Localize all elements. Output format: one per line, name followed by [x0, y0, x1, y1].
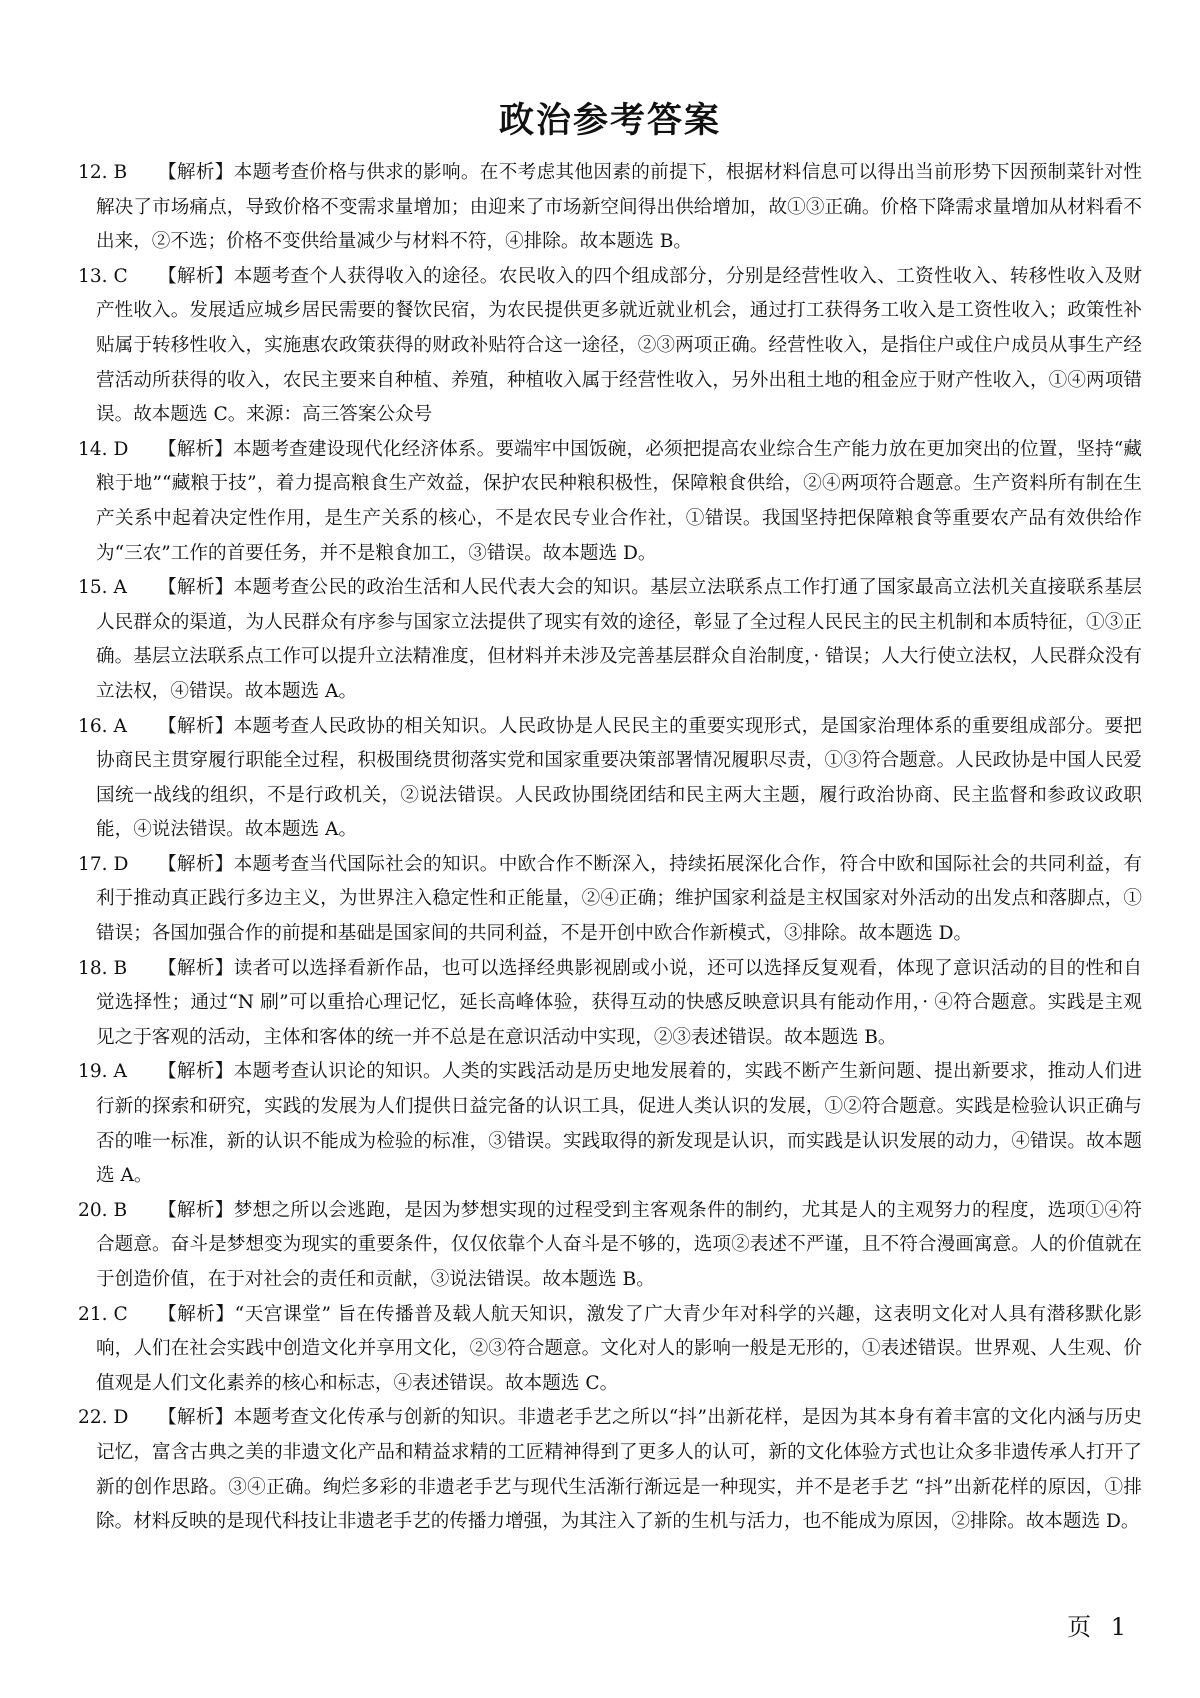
answer-item: [78, 710, 1142, 848]
answer-explanation: 【解析】本题考查价格与供求的影响。在不考虑其他因素的前提下，根据材料信息可以得出当前形势下因预制菜针对性解决了市场痛点，导致价格不变需求量增加；由迎来了市场新空间得出供给增加，故①③正确。价格下降需求量增加从材料看不出来，②不选；价格不变供给量减少与材料不符，④排除。故本题选 B。: [96, 162, 1142, 253]
page-number: 页 1: [1067, 1613, 1132, 1641]
answer-explanation: 【解析】“天宫课堂” 旨在传播普及载人航天知识，激发了广大青少年对科学的兴趣，这表明文化对人具有潜移默化影响，人们在社会实践中创造文化并享用文化，②③符合题意。文化对人的影响一般是无形的，①表述错误。世界观、人生观、价值观是人们文化素养的核心和标志，④表述错误。故本题选 C。: [96, 1303, 1142, 1394]
answer-number: 17. D: [78, 853, 129, 875]
answer-item: [78, 1194, 1142, 1298]
answer-number: 12. B: [78, 162, 128, 183]
answer-item: [78, 1401, 1142, 1539]
answer-item: [78, 952, 1142, 1056]
answer-number: 19. A: [78, 1061, 127, 1083]
answer-number: 22. D: [78, 1407, 129, 1429]
answer-explanation: 【解析】本题考查认识论的知识。人类的实践活动是历史地发展着的，实践不断产生新问题、提出新要求，推动人们进行新的探索和研究，实践的发展为人们提供日益完备的认识工具，促进人类认识的发展，①②符合题意。实践是检验认识正确与否的唯一标准，新的认识不能成为检验的标准，③错误。实践取得的新发现是认识，而实践是认识发展的动力，④错误。故本题选 A。: [96, 1061, 1142, 1187]
answer-number: 21. C: [78, 1303, 128, 1325]
answer-number: 13. C: [78, 265, 128, 287]
answer-number: 20. B: [78, 1199, 128, 1221]
answer-item: [78, 156, 1142, 260]
answer-explanation: 【解析】本题考查建设现代化经济体系。要端牢中国饭碗，必须把提高农业综合生产能力放在更加突出的位置，坚持“藏粮于地”“藏粮于技”，着力提高粮食生产效益，保护农民种粮积极性，保障粮食供给，②④两项符合题意。生产资料所有制在生产关系中起着决定性作用，是生产关系的核心，不是农民专业合作社，①错误。我国坚持把保障粮食等重要农产品有效供给作为“三农”工作的首要任务，并不是粮食加工，③错误。故本题选 D。: [96, 438, 1142, 564]
page-title: 政治参考答案: [498, 100, 721, 141]
answer-list: [78, 156, 1142, 1540]
answer-item: [78, 571, 1142, 709]
answer-explanation: 【解析】本题考查公民的政治生活和人民代表大会的知识。基层立法联系点工作打通了国家最高立法机关直接联系基层人民群众的渠道，为人民群众有序参与国家立法提供了现实有效的途径，彰显了全过程人民民主的民主机制和本质特征，①③正确。基层立法联系点工作可以提升立法精准度，但材料并未涉及完善基层群众自治制度，· 错误；人大行使立法权，人民群众没有立法权，④错误。故本题选 A。: [96, 577, 1142, 702]
answer-number: 15. A: [78, 577, 127, 599]
answer-item: [78, 433, 1142, 571]
answer-item: [78, 1055, 1142, 1193]
answer-number: 18. B: [78, 957, 128, 979]
answer-explanation: 【解析】本题考查文化传承与创新的知识。非遗老手艺之所以“抖”出新花样，是因为其本身有着丰富的文化内涵与历史记忆，富含古典之美的非遗文化产品和精益求精的工匠精神得到了更多人的认可，新的文化体验方式也让众多非遗传承人打开了新的创作思路。③④正确。绚烂多彩的非遗老手艺与现代生活渐行渐远是一种现实，并不是老手艺 “抖”出新花样的原因，①排除。材料反映的是现代科技让非遗老手艺的传播力增强，为其注入了新的生机与活力，也不能成为原因，②排除。故本题选 D。: [96, 1407, 1142, 1533]
answer-number: 16. A: [78, 715, 127, 737]
answer-item: [78, 1298, 1142, 1402]
answer-explanation: 【解析】梦想之所以会逃跑，是因为梦想实现的过程受到主客观条件的制约，尤其是人的主观努力的程度，选项①④符合题意。奋斗是梦想变为现实的重要条件，仅仅依靠个人奋斗是不够的，选项②表述不严谨，且不符合漫画寓意。人的价值就在于创造价值，在于对社会的责任和贡献，③说法错误。故本题选 B。: [96, 1199, 1142, 1290]
answer-number: 14. D: [78, 438, 129, 460]
answer-explanation: 【解析】本题考查人民政协的相关知识。人民政协是人民民主的重要实现形式，是国家治理体系的重要组成部分。要把协商民主贯穿履行职能全过程，积极围绕贯彻落实党和国家重要决策部署情况履职尽责，①③符合题意。人民政协是中国人民爱国统一战线的组织，不是行政机关，②说法错误。人民政协围绕团结和民主两大主题，履行政治协商、民主监督和参政议政职能，④说法错误。故本题选 A。: [96, 715, 1142, 841]
answer-explanation: 【解析】本题考查个人获得收入的途径。农民收入的四个组成部分，分别是经营性收入、工资性收入、转移性收入及财产性收入。发展适应城乡居民需要的餐饮民宿，为农民提供更多就近就业机会，通过打工获得务工收入是工资性收入；政策性补贴属于转移性收入，实施惠农政策获得的财政补贴符合这一途径，②③两项正确。经营性收入，是指住户或住户成员从事生产经营活动所获得的收入，农民主要来自种植、养殖，种植收入属于经营性收入，另外出租土地的租金应于财产性收入，①④两项错误。故本题选 C。来源：高三答案公众号: [96, 265, 1142, 426]
answer-explanation: 【解析】本题考查当代国际社会的知识。中欧合作不断深入，持续拓展深化合作，符合中欧和国际社会的共同利益，有利于推动真正践行多边主义，为世界注入稳定性和正能量，②④正确；维护国家利益是主权国家对外活动的出发点和落脚点，①错误；各国加强合作的前提和基础是国家间的共同利益，不是开创中欧合作新模式，③排除。故本题选 D。: [96, 853, 1142, 945]
answer-item: [78, 848, 1142, 952]
answer-explanation: 【解析】读者可以选择看新作品，也可以选择经典影视剧或小说，还可以选择反复观看，体现了意识活动的目的性和自觉选择性；通过“N 刷”可以重拾心理记忆，延长高峰体验，获得互动的快感反映意识具有能动作用，· ④符合题意。实践是主观见之于客观的活动，主体和客体的统一并不总是在意识活动中实现，②③表述错误。故本题选 B。: [96, 957, 1142, 1048]
answer-item: [78, 260, 1142, 433]
